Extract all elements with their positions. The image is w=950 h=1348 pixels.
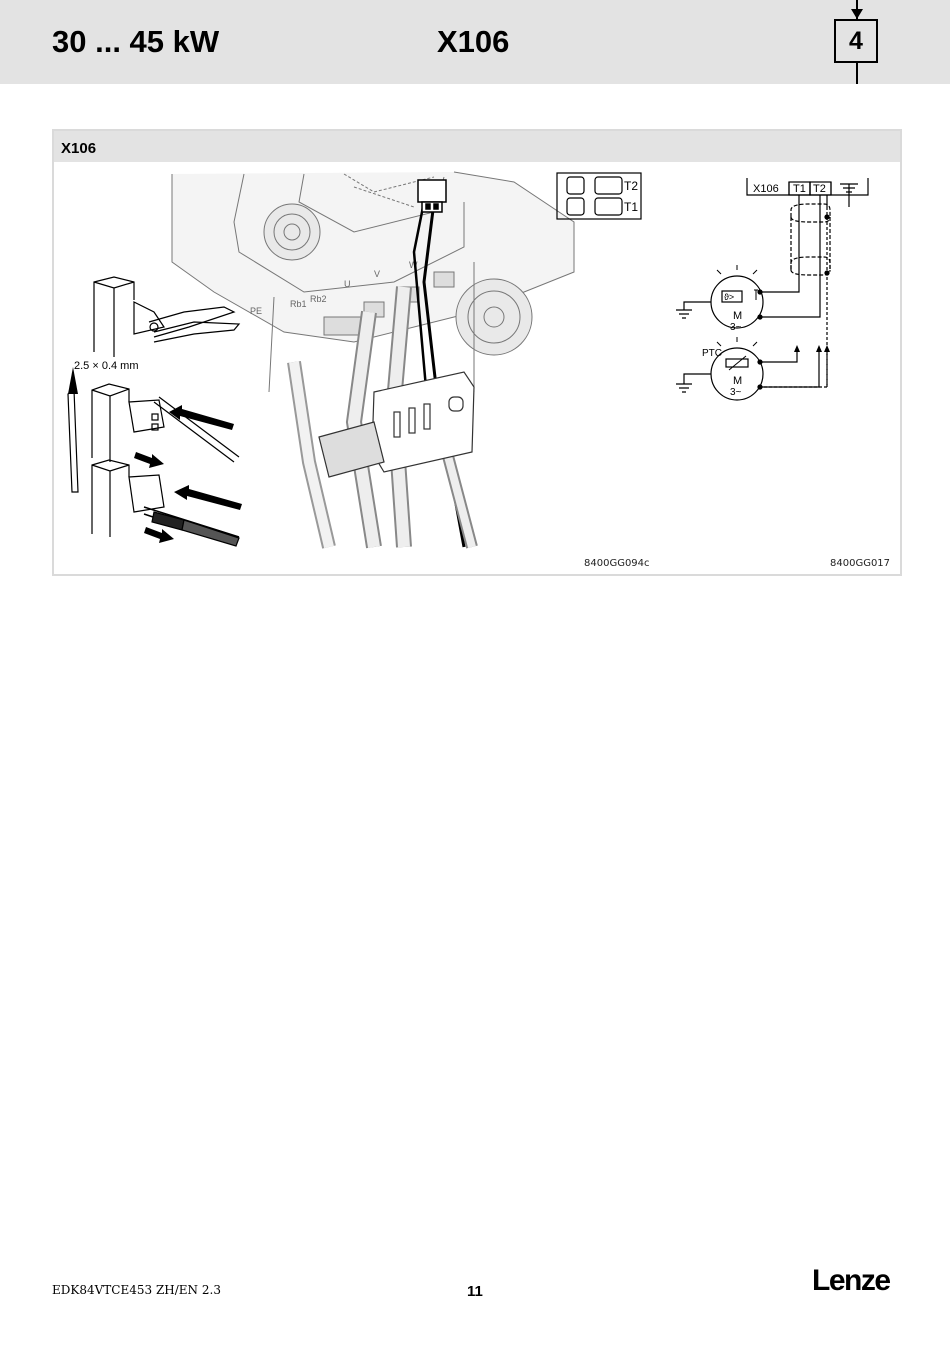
figure-title: X106 xyxy=(61,140,97,157)
pin-label-t2: T2 xyxy=(624,179,639,193)
schematic-terminal-block-label: X106 xyxy=(753,183,779,195)
chapter-marker-line-bottom xyxy=(856,63,858,84)
connector-stripping-detail xyxy=(68,277,239,546)
terminal-label-w: W xyxy=(409,260,418,270)
document-id: EDK84VTCE453 ZH/EN 2.3 xyxy=(52,1283,221,1297)
page-header xyxy=(0,0,950,84)
chapter-arrow-icon xyxy=(851,9,863,19)
pin-label-t1: T1 xyxy=(624,200,639,214)
figure-title-bar xyxy=(54,131,900,162)
schematic-thermal-symbol: ϑ> xyxy=(724,292,735,302)
lenze-logo: Lenze xyxy=(812,1264,890,1297)
section-title: X106 xyxy=(437,24,510,59)
schematic-terminal-t1: T1 xyxy=(793,183,806,195)
schematic-terminal-t2: T2 xyxy=(813,183,826,195)
terminal-label-rb2: Rb2 xyxy=(310,294,327,304)
terminal-label-u: U xyxy=(344,279,351,289)
chapter-number-box: 4 xyxy=(834,19,878,63)
page-number: 11 xyxy=(467,1283,483,1300)
terminal-label-rb1: Rb1 xyxy=(290,299,307,309)
schematic-motor2-label: M xyxy=(733,375,743,387)
schematic-ptc-label: PTC xyxy=(702,348,722,359)
drive-unit-drawing xyxy=(172,172,574,392)
schematic-motor1-phase: 3~ xyxy=(730,322,742,333)
wiring-schematic xyxy=(676,178,868,400)
plug-connector xyxy=(418,180,446,212)
figure-panel xyxy=(52,129,902,576)
terminal-label-pe: PE xyxy=(250,306,263,316)
terminal-label-v: V xyxy=(374,269,381,279)
schematic-motor1-label: M xyxy=(733,310,743,322)
schematic-motor2-phase: 3~ xyxy=(730,387,742,398)
drawing-code-left: 8400GG094c xyxy=(584,558,650,569)
power-range-title: 30 ... 45 kW xyxy=(52,24,220,59)
schematic-arrowheads xyxy=(794,345,830,352)
wiring-illustration xyxy=(54,162,900,574)
drawing-code-right: 8400GG017 xyxy=(830,558,891,569)
screwdriver-size-label: 2.5 × 0.4 mm xyxy=(74,360,139,372)
